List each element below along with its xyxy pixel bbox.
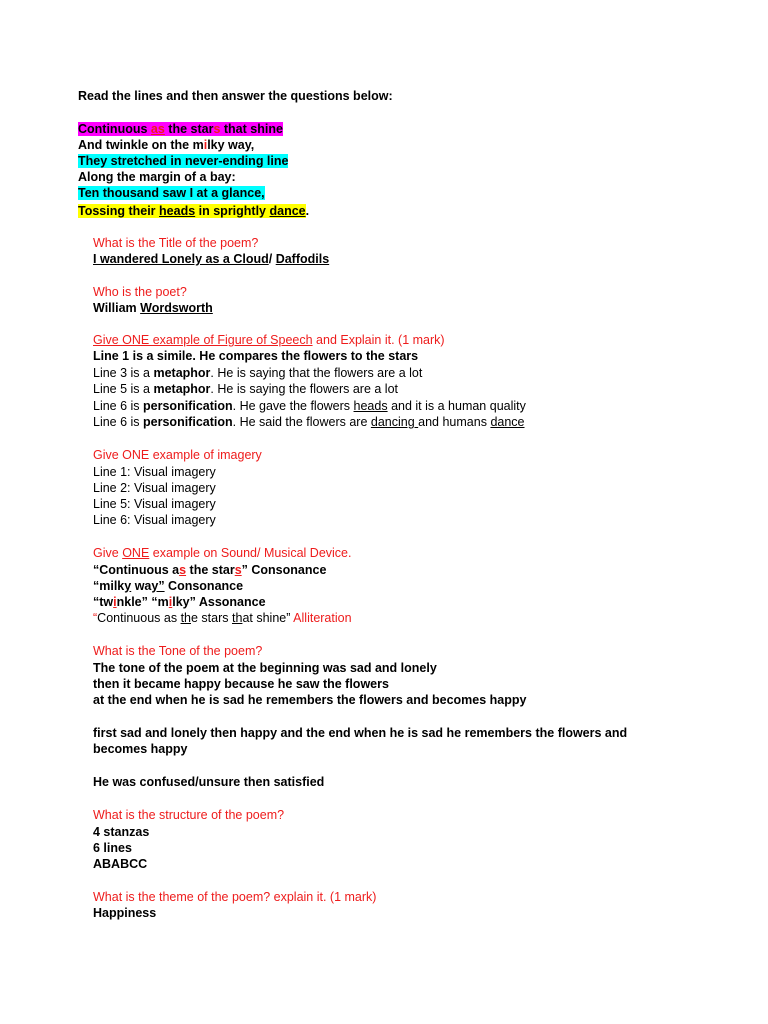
question-tone: What is the Tone of the poem? xyxy=(93,644,263,658)
answer-sound-4: “Continuous as the stars that shine” Alliteration xyxy=(93,611,352,625)
poem-line-2: And twinkle on the milky way, xyxy=(78,138,255,152)
answer-title: I wandered Lonely as a Cloud/ Daffodils xyxy=(93,252,330,266)
answer-structure-2: 6 lines xyxy=(93,841,132,855)
question-sound-device: Give ONE example on Sound/ Musical Device. xyxy=(93,546,352,560)
answer-imagery-2: Line 2: Visual imagery xyxy=(93,481,216,495)
answer-figure-1: Line 1 is a simile. He compares the flowers to the stars xyxy=(93,349,419,363)
poem-line-5: Ten thousand saw I at a glance, xyxy=(78,186,265,200)
question-poet: Who is the poet? xyxy=(93,285,187,299)
answer-poet: William Wordsworth xyxy=(93,301,213,315)
answer-tone-1: The tone of the poem at the beginning was sad and lonely xyxy=(93,661,437,675)
poem-line-1-text: Continuous as the stars that shine xyxy=(78,122,283,136)
answer-tone-4: first sad and lonely then happy and the end when he is sad he remembers the flowers and becomes happy xyxy=(93,726,628,756)
answer-imagery-3: Line 5: Visual imagery xyxy=(93,497,216,511)
poem-line-4: Along the margin of a bay: xyxy=(78,170,236,184)
answer-theme-1: Happiness xyxy=(93,906,157,920)
answer-imagery-4: Line 6: Visual imagery xyxy=(93,513,216,527)
answer-sound-1: “Continuous as the stars” Consonance xyxy=(93,563,327,577)
answer-figure-2: Line 3 is a metaphor. He is saying that the flowers are a lot xyxy=(93,366,423,380)
answer-figure-4: Line 6 is personification. He gave the flowers heads and it is a human quality xyxy=(93,399,526,413)
question-structure: What is the structure of the poem? xyxy=(93,808,285,822)
answer-sound-2: “milky way” Consonance xyxy=(93,579,244,593)
answer-figure-3: Line 5 is a metaphor. He is saying the flowers are a lot xyxy=(93,382,399,396)
answer-tone-3: at the end when he is sad he remembers the flowers and becomes happy xyxy=(93,693,527,707)
question-figure-of-speech: Give ONE example of Figure of Speech and Explain it. (1 mark) xyxy=(93,333,445,347)
answer-structure-3: ABABCC xyxy=(93,857,148,871)
poem-line-3: They stretched in never-ending line xyxy=(78,154,289,168)
question-imagery: Give ONE example of imagery xyxy=(93,448,262,462)
answer-tone-2: then it became happy because he saw the flowers xyxy=(93,677,389,691)
answer-figure-5: Line 6 is personification. He said the flowers are dancing and humans dance xyxy=(93,415,525,429)
question-title: What is the Title of the poem? xyxy=(93,236,259,250)
question-theme: What is the theme of the poem? explain it. (1 mark) xyxy=(93,890,377,904)
instructions: Read the lines and then answer the questions below: xyxy=(78,89,393,103)
answer-tone-5: He was confused/unsure then satisfied xyxy=(93,775,325,789)
poem-line-6: Tossing their heads in sprightly dance. xyxy=(78,204,310,218)
answer-imagery-1: Line 1: Visual imagery xyxy=(93,465,216,479)
poem-line-1 xyxy=(78,121,283,137)
answer-sound-3: “twinkle” “milky” Assonance xyxy=(93,595,266,609)
answer-structure-1: 4 stanzas xyxy=(93,825,150,839)
